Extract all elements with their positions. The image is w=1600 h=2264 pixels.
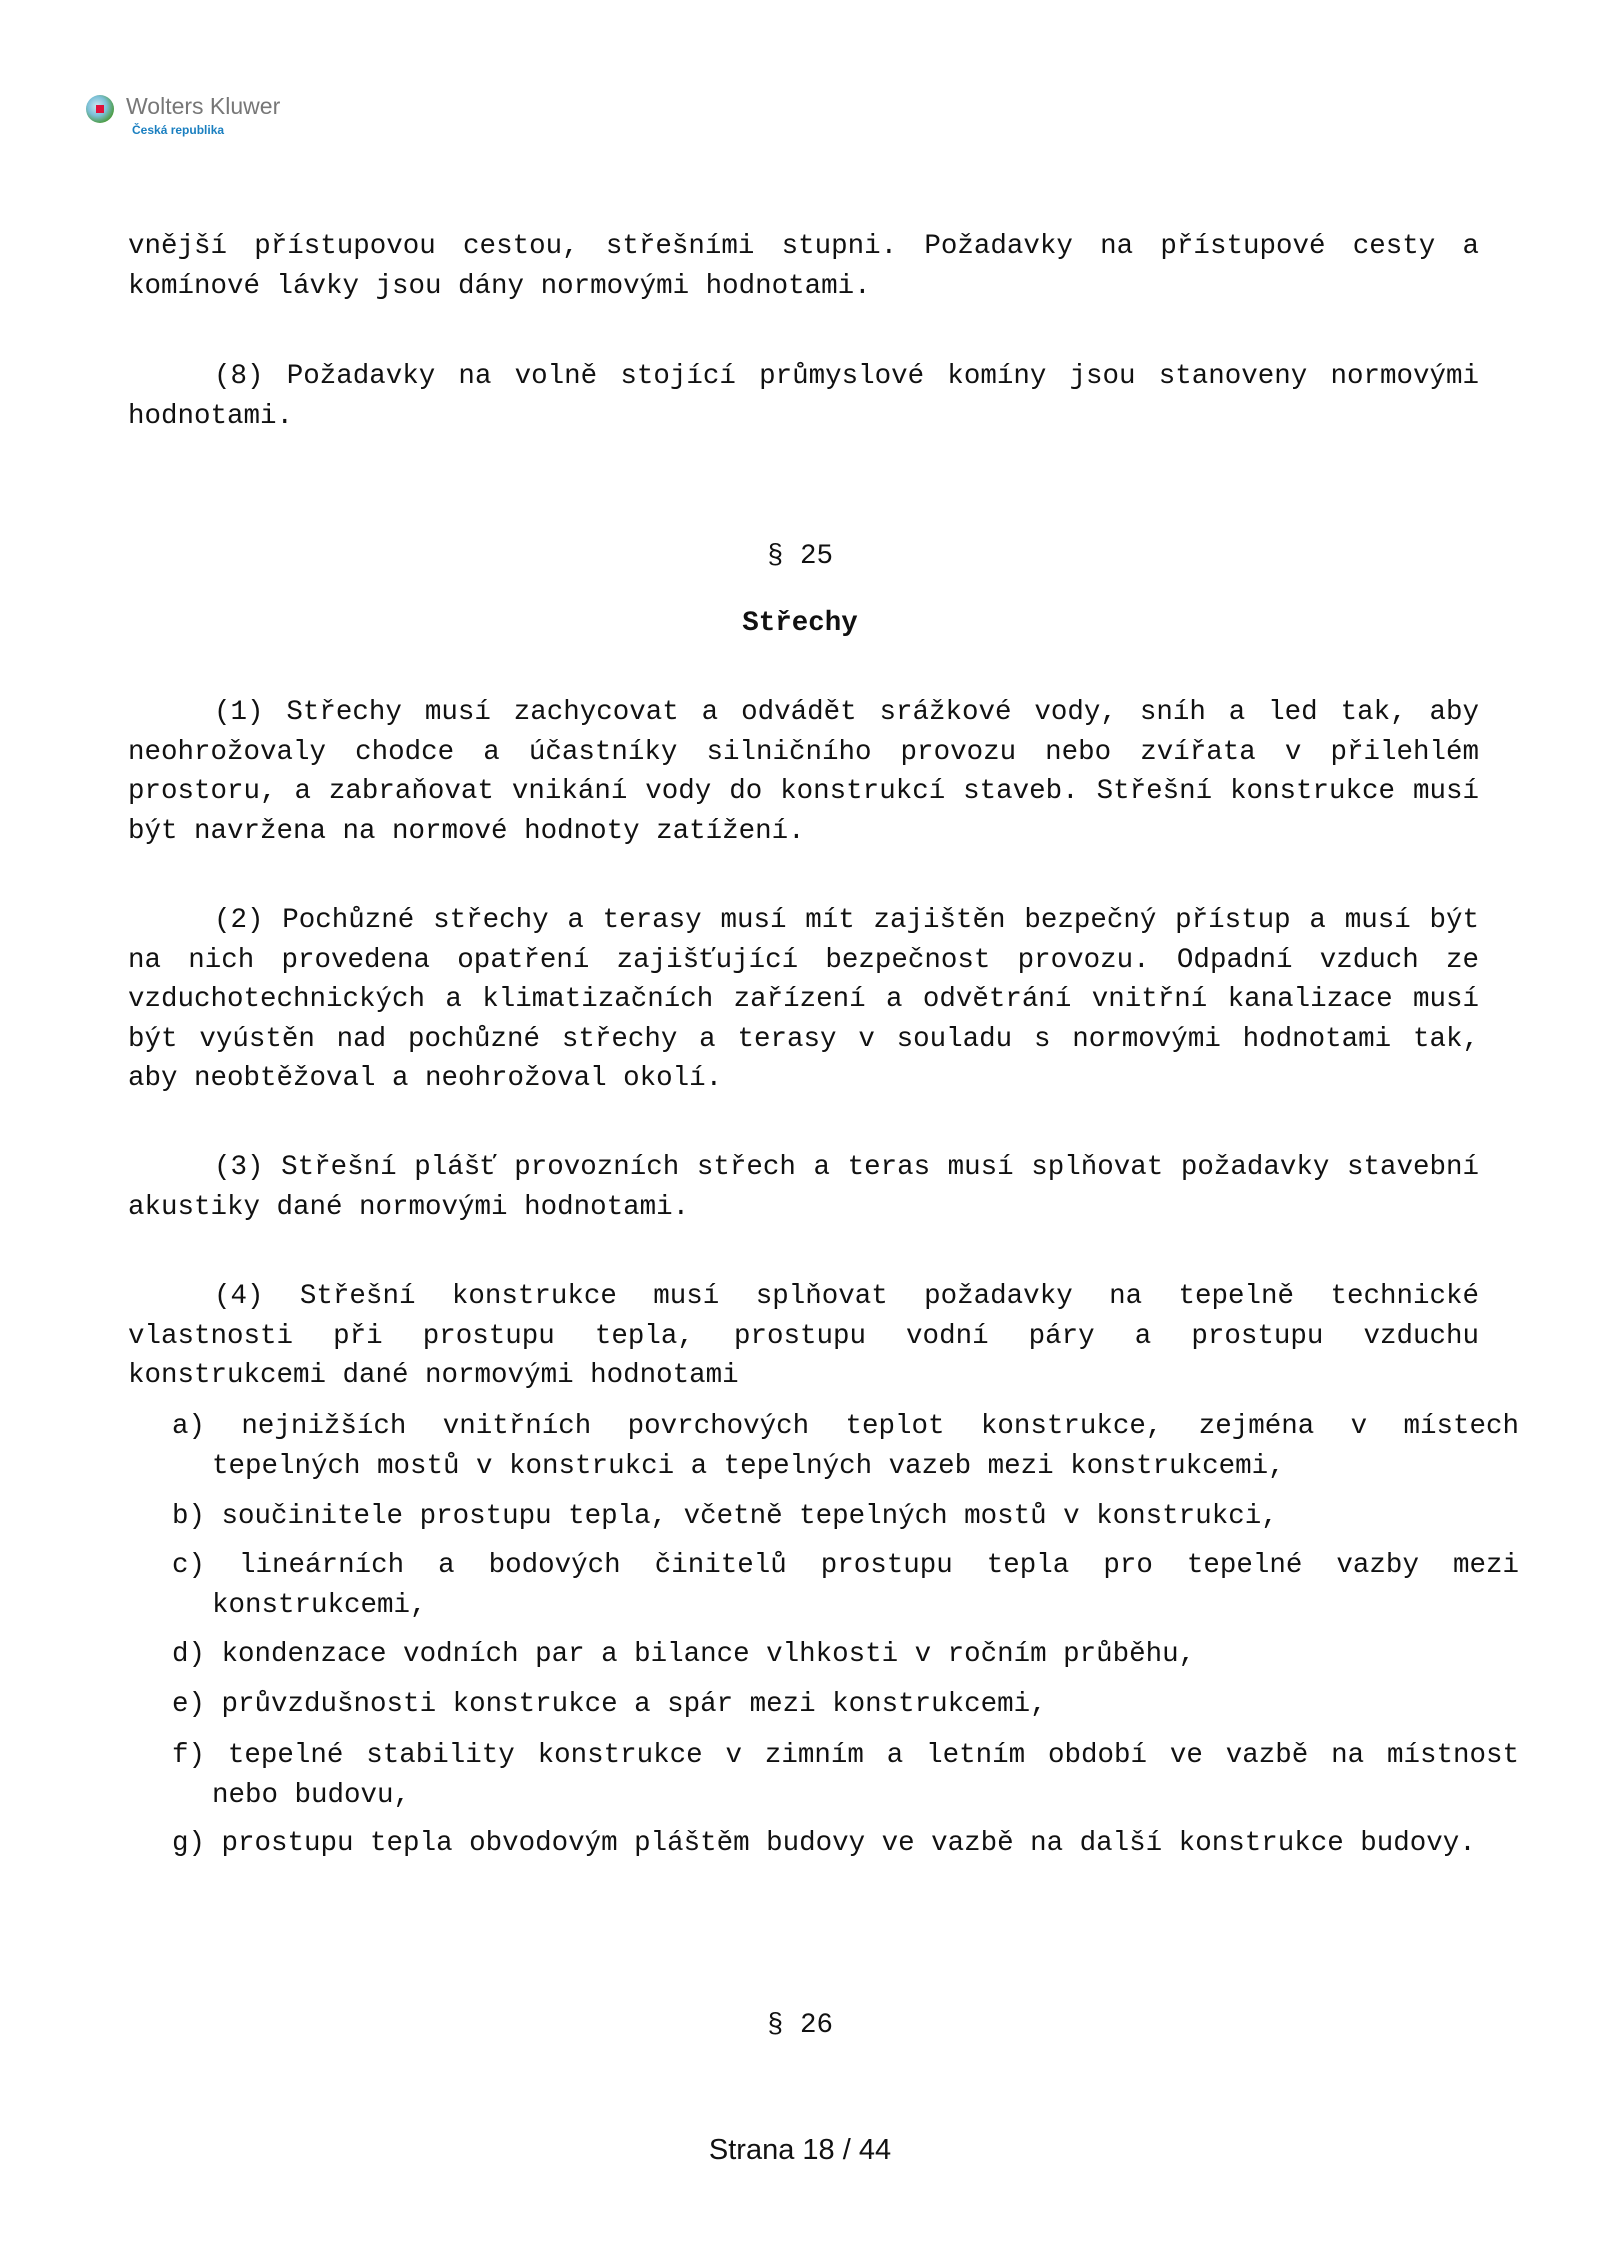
list-label: c) xyxy=(172,1550,206,1581)
list-text: průvzdušnosti konstrukce a spár mezi konstrukcemi, xyxy=(221,1689,1047,1720)
list-item xyxy=(172,1736,1519,1815)
section-26-number: § 26 xyxy=(766,2010,833,2041)
section-25-title: Střechy xyxy=(742,608,858,639)
list-item xyxy=(172,1497,1519,1537)
wolters-kluwer-logo xyxy=(86,93,306,143)
list-label: f) xyxy=(172,1740,206,1771)
logo-subtitle: Česká republika xyxy=(132,123,225,137)
list-item xyxy=(172,1546,1519,1625)
section-25-number: § 25 xyxy=(766,541,833,572)
paragraph-2: (2) Pochůzné střechy a terasy musí mít zajištěn bezpečný přístup a musí být na nich provedena opatření zajišťující bezpečnost provozu. Odpadní vzduch ze vzduchotechnických a klimatizačních zařízení a odvětrání vnitřní kanalizace musí být vyústěn nad pochůzné střechy a terasy v souladu s normovými hodnotami tak, aby neobtěžoval a neohrožoval okolí. xyxy=(128,905,1479,1094)
list-text: prostupu tepla obvodovým pláštěm budovy ve vazbě na další konstrukce budovy. xyxy=(221,1828,1476,1859)
list-item xyxy=(172,1824,1519,1864)
list-item xyxy=(172,1685,1519,1725)
list-label: e) xyxy=(172,1689,206,1720)
logo-name: Wolters Kluwer xyxy=(126,93,281,119)
paragraph-continuation: vnější přístupovou cestou, střešními stupni. Požadavky na přístupové cesty a komínové lávky jsou dány normovými hodnotami. xyxy=(128,231,1479,302)
list-text: tepelné stability konstrukce v zimním a letním období ve vazbě na místnost nebo budovu, xyxy=(212,1740,1519,1811)
globe-logo-icon xyxy=(86,95,114,123)
list-text: nejnižších vnitřních povrchových teplot konstrukce, zejména v místech tepelných mostů v konstrukci a tepelných vazeb mezi konstrukcemi, xyxy=(212,1411,1519,1482)
list-item xyxy=(172,1635,1519,1675)
list-label: a) xyxy=(172,1411,206,1442)
list-label: g) xyxy=(172,1828,206,1859)
list-text: lineárních a bodových činitelů prostupu tepla pro tepelné vazby mezi konstrukcemi, xyxy=(212,1550,1519,1621)
paragraph-3: (3) Střešní plášť provozních střech a teras musí splňovat požadavky stavební akustiky dané normovými hodnotami. xyxy=(128,1152,1479,1223)
list-item xyxy=(172,1407,1519,1486)
paragraph-8: (8) Požadavky na volně stojící průmyslové komíny jsou stanoveny normovými hodnotami. xyxy=(128,361,1479,432)
list-label: d) xyxy=(172,1639,206,1670)
paragraph-4: (4) Střešní konstrukce musí splňovat požadavky na tepelně technické vlastnosti při prostupu tepla, prostupu vodní páry a prostupu vzduchu konstrukcemi dané normovými hodnotami xyxy=(128,1281,1479,1391)
page-number: Strana 18 / 44 xyxy=(708,2134,892,2166)
list-text: součinitele prostupu tepla, včetně tepelných mostů v konstrukci, xyxy=(221,1501,1278,1532)
list-text: kondenzace vodních par a bilance vlhkosti v ročním průběhu, xyxy=(221,1639,1196,1670)
paragraph-1: (1) Střechy musí zachycovat a odvádět srážkové vody, sníh a led tak, aby neohrožovaly chodce a účastníky silničního provozu nebo zvířata v přilehlém prostoru, a zabraňovat vnikání vody do konstrukcí staveb. Střešní konstrukce musí být navržena na normové hodnoty zatížení. xyxy=(128,697,1479,847)
list-label: b) xyxy=(172,1501,206,1532)
